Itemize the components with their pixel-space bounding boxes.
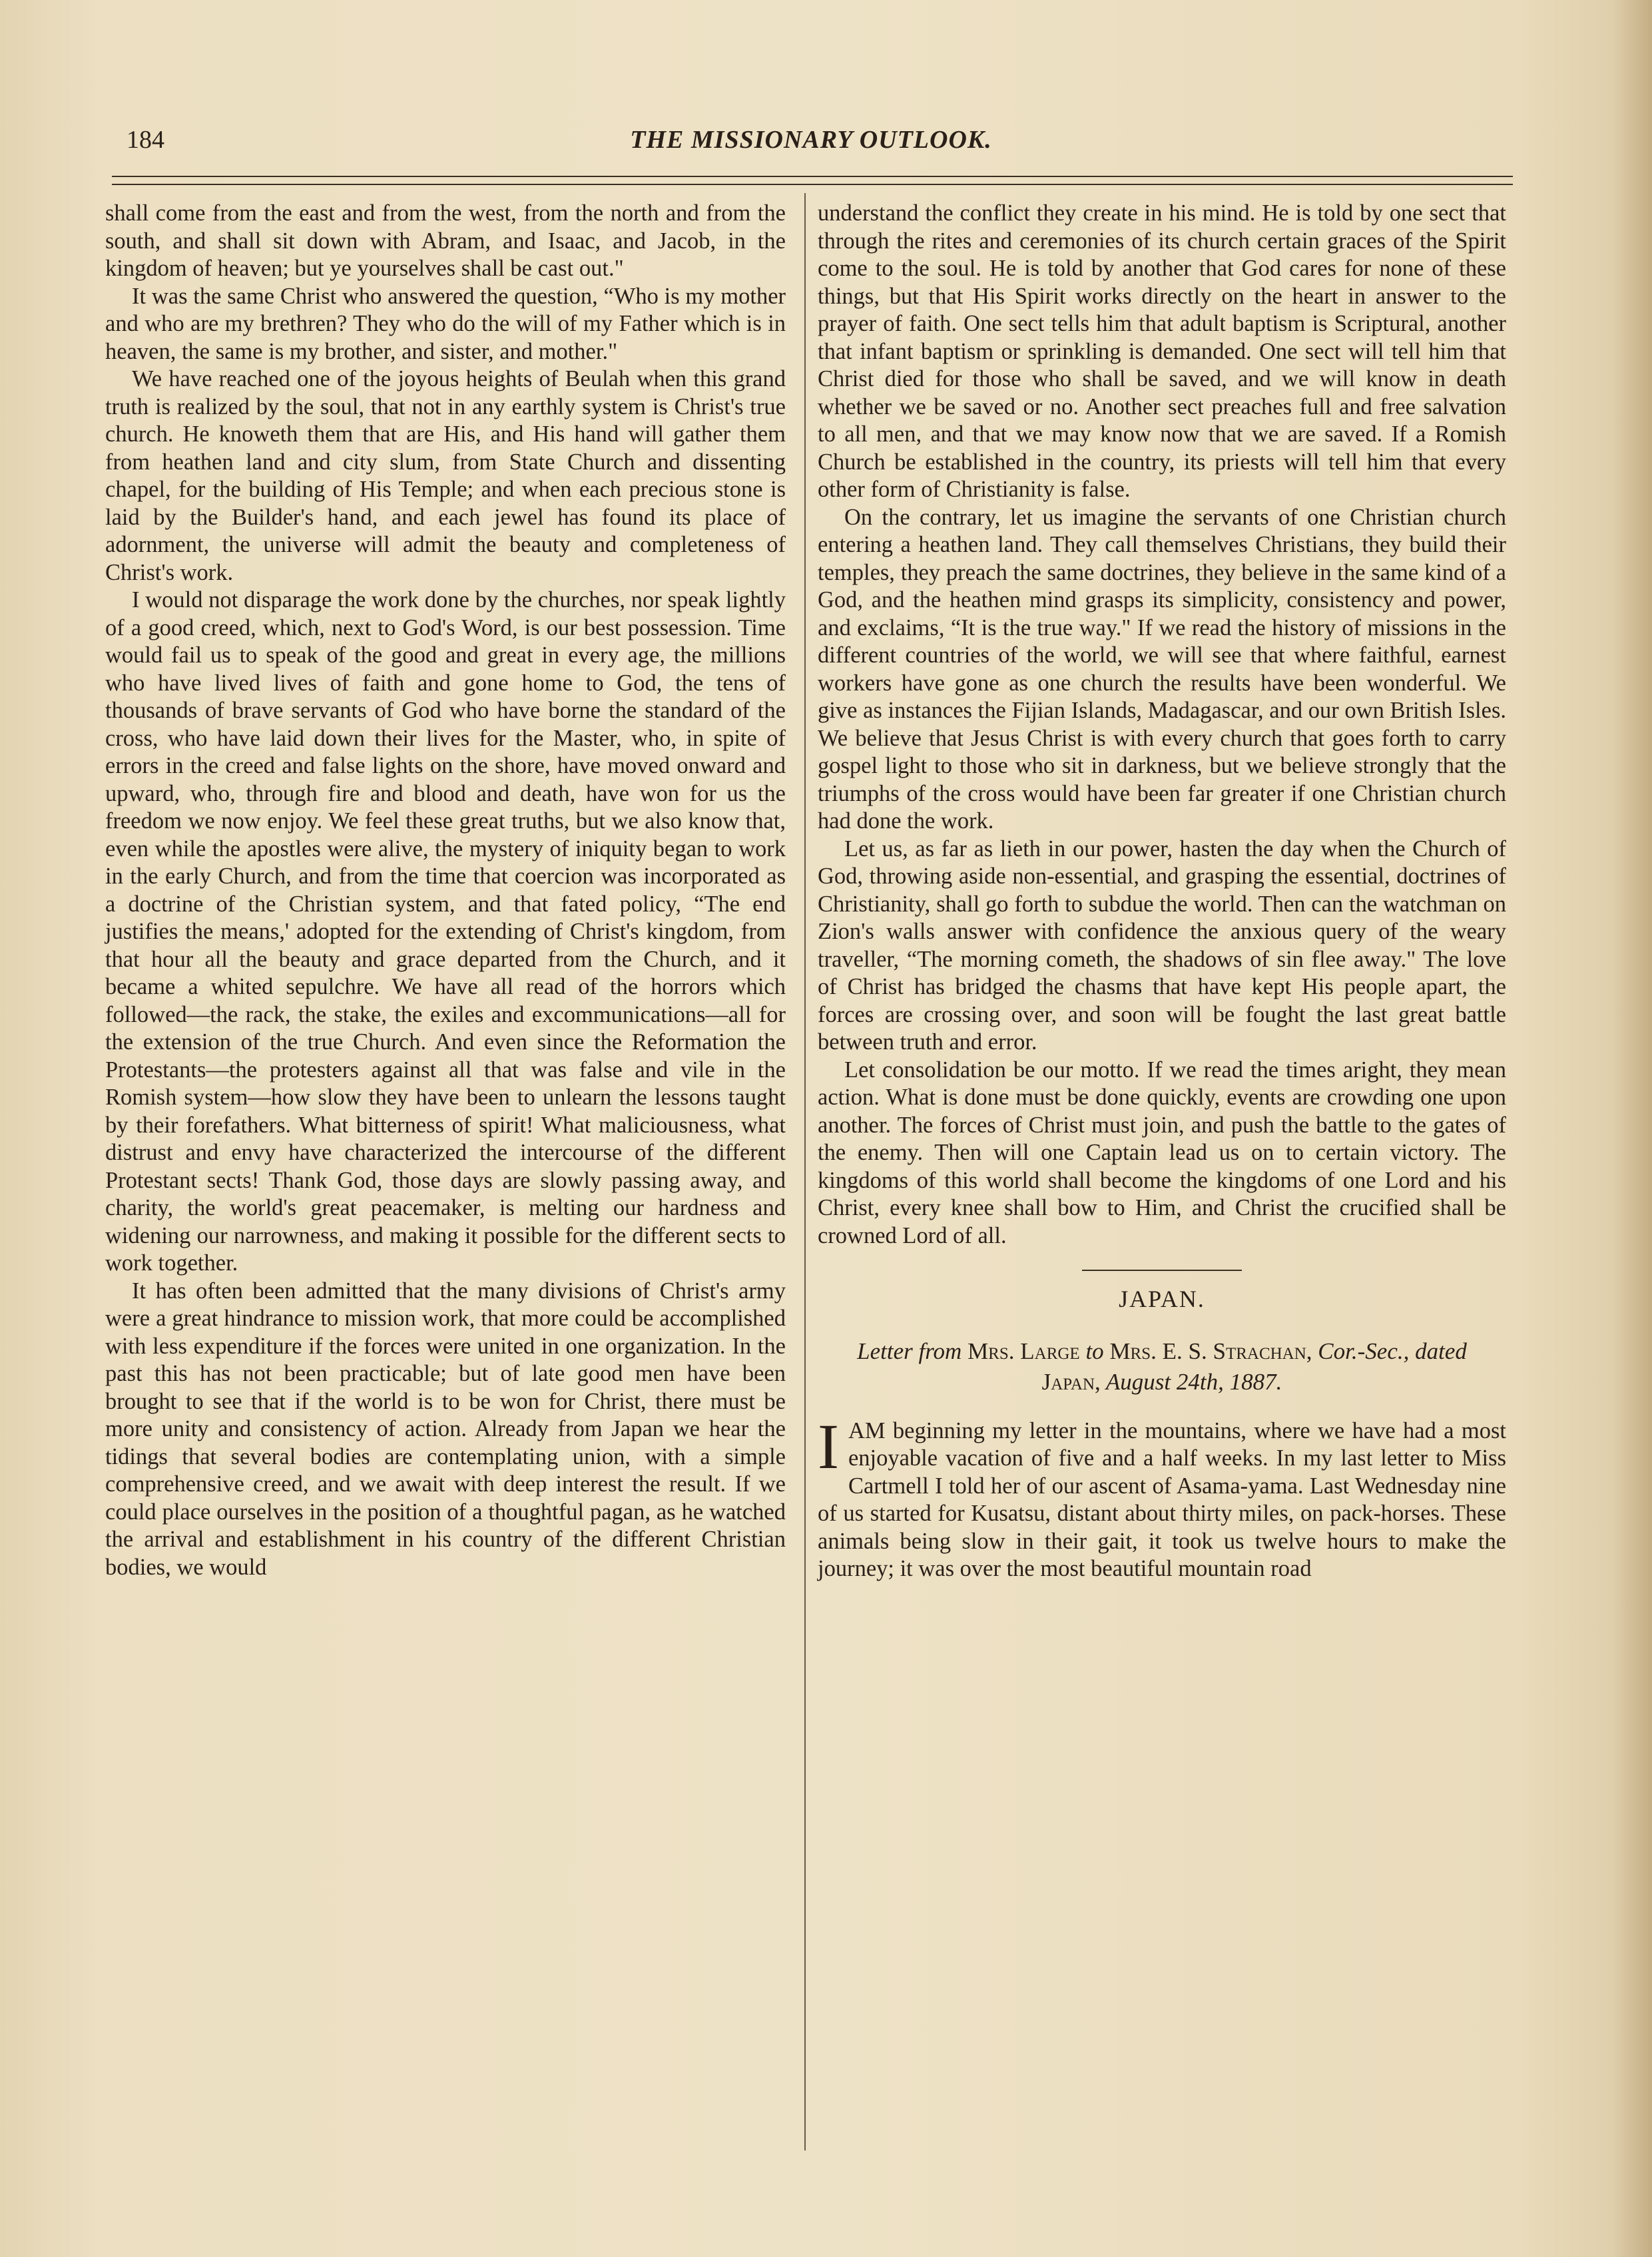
letter-date: August 24th, 1887. <box>1105 1368 1282 1395</box>
paragraph: On the contrary, let us imagine the servants of one Christian church entering a heathen land. They call themselves Christians, they build their temples, they preach the same doctrines, they believe in the same kind of a God, and the heathen mind grasps its simplicity, consistency and power, and exclaims, “It is the true way." If we read the history of missions in the different countries of the world, we will see that where faithful, earnest workers have gone as one church the results have been wonderful. We give as instances the Fijian Islands, Madagascar, and our own British Isles. We believe that Jesus Christ is with every church that goes forth to carry gospel light to those who sit in darkness, but we believe strongly that the triumphs of the cross would have been far greater if one Christian church had done the work. <box>818 504 1506 834</box>
paragraph: I would not disparage the work done by the churches, nor speak lightly of a good creed, which, next to God's Word, is our best possession. Time would fail us to speak of the good and great in every age, the millions who have lived lives of faith and gone home to God, the tens of thousands of brave servants of God who have borne the standard of the cross, who have laid down their lives for the Master, who, in spite of errors in the creed and false lights on the shore, have moved onward and upward, who, through fire and blood and death, have won for us the freedom we now enjoy. We feel these great truths, but we also know that, even while the apostles were alive, the mystery of iniquity began to work in the early Church, and from the time that coercion was incorporated as a doctrine of the Christian system, and that fated policy, “The end justifies the means,' adopted for the extending of Christ's kingdom, from that hour all the beauty and grace departed from the Church, and it became a whited sepulchre. We have all read of the horrors which followed—the rack, the stake, the exiles and excommunications—all for the extension of the true Church. And even since the Reformation the Protestants—the protesters against all that was false and vile in the Romish system—how slow they have been to unlearn the lessons taught by their forefathers. What bitterness of spirit! What maliciousness, what distrust and envy have characterized the intercourse of the different Protestant sects! Thank God, those days are slowly passing away, and charity, the world's great peacemaker, is melting our hardness and widening our narrowness, and making it possible for the different sects to work together. <box>105 587 786 1276</box>
letter-paragraph <box>818 1410 1506 1583</box>
letter-heading-text: to <box>1085 1338 1104 1364</box>
paragraph: We have reached one of the joyous heights of Beulah when this grand truth is realized by the soul, that not in any earthly system is Christ's true church. He knoweth them that are His, and His hand will gather them from heathen land and city slum, from State Church and dissenting chapel, for the building of His Temple; and when each precious stone is laid by the Builder's hand, and each jewel has found its place of adornment, the universe will admit the beauty and completeness of Christ's work. <box>105 366 786 585</box>
paragraph: shall come from the east and from the west, from the north and from the south, and shall sit down with Abram, and Isaac, and Jacob, in the kingdom of heaven; but ye yourselves shall be cast out." <box>105 200 786 281</box>
section-heading: JAPAN. <box>1119 1286 1205 1312</box>
paragraph: understand the conflict they create in his mind. He is told by one sect that through the rites and ceremonies of its church certain graces of the Spirit come to the soul. He is told by another that God cares for none of these things, but that His Spirit works directly on the heart in answer to the prayer of faith. One sect tells him that adult baptism is Scriptural, another that infant baptism or sprinkling is demanded. One sect will tell him that Christ died for those who shall be saved, and we will know in death whether we be saved or no. Another sect preaches full and free salvation to all men, and that we may know now that we are saved. If a Romish Church be established in the country, its priests will tell him that every other form of Christianity is false. <box>818 200 1506 502</box>
drop-cap: I <box>818 1410 839 1482</box>
letter-heading-text: Letter from <box>857 1338 962 1364</box>
letter-author: Mrs. Large <box>967 1338 1080 1364</box>
paragraph: It has often been admitted that the many divisions of Christ's army were a great hindrance to mission work, that more could be accomplished with less expenditure if the forces were united in one organization. In the past this has not been practicable; but of late good men have been brought to see that if the world is to be won for Christ, there must be more unity and consistency of action. Already from Japan we hear the tidings that several bodies are contemplating union, with a simple comprehensive creed, and we await with deep interest the result. If we could place ourselves in the position of a thoughtful pagan, as he watched the arrival and establishment in his country of the different Christian bodies, we would <box>105 1278 786 1580</box>
header-rule-bottom <box>112 184 1513 185</box>
letter-recipient: Mrs. E. S. Strachan, <box>1109 1338 1312 1364</box>
paragraph: Let consolidation be our motto. If we read the times aright, they mean action. What is done must be done quickly, events are crowding one upon another. The forces of Christ must join, and push the battle to the gates of the enemy. Then will one Captain lead us on to certain victory. The kingdoms of this world shall become the kingdoms of one Lord and his Christ, every knee shall bow to Him, and Christ the crucified shall be crowned Lord of all. <box>818 1057 1506 1248</box>
running-title: THE MISSIONARY OUTLOOK. <box>630 126 992 154</box>
column-divider <box>804 193 806 2150</box>
letter-heading-text: Cor.-Sec., dated <box>1318 1338 1467 1364</box>
letter-heading <box>831 1336 1493 1397</box>
paragraph: Let us, as far as lieth in our power, hasten the day when the Church of God, throwing aside non-essential, and grasping the essential, doctrines of Christianity, shall go forth to subdue the world. Then can the watchman on Zion's walls answer with confidence the anxious query of the weary traveller, “The morning cometh, the shadows of sin flee away." The love of Christ has bridged the chasms that have kept His people apart, the forces are crossing over, and soon will be fought the last great battle between truth and error. <box>818 836 1506 1055</box>
right-column <box>818 200 1506 1583</box>
section-separator <box>1082 1270 1242 1271</box>
page-header <box>107 125 1515 165</box>
left-column <box>105 200 786 1581</box>
page-edge-shadow <box>1612 0 1652 2257</box>
paragraph: It was the same Christ who answered the question, “Who is my mother and who are my brethren? They who do the will of my Father which is in heaven, the same is my brother, and sister, and mother." <box>105 283 786 364</box>
letter-place: Japan, <box>1041 1368 1101 1395</box>
page-number: 184 <box>127 126 164 154</box>
letter-body: AM beginning my letter in the mountains, where we have had a most enjoyable vacation of five and a half weeks. In my last letter to Miss Cartmell I told her of our ascent of Asama-yama. Last Wednesday nine of us started for Kusatsu, distant about thirty miles, on pack-horses. These animals being slow in their gait, it took us twelve hours to make the journey; it was over the most beautiful mountain road <box>818 1417 1506 1581</box>
header-rule-top <box>112 176 1513 177</box>
